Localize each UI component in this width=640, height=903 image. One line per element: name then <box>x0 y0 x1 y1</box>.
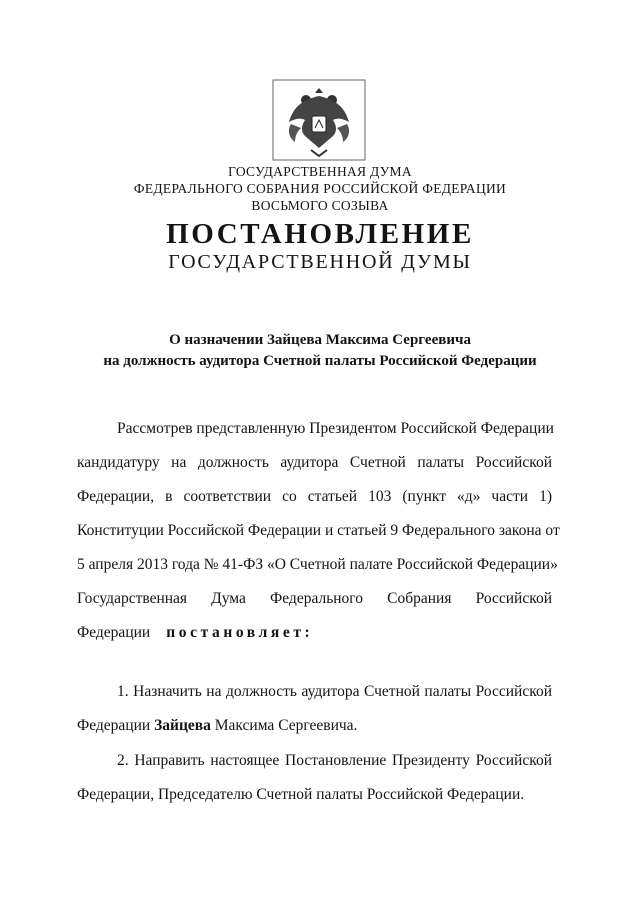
preamble-line: 5 апреля 2013 года № 41-ФЗ «О Счетной палате Российской Федерации» <box>77 556 558 573</box>
item-1-line-2 <box>77 709 552 743</box>
issuer-line-2: ФЕДЕРАЛЬНОГО СОБРАНИЯ РОССИЙСКОЙ ФЕДЕРАЦИИ <box>133 181 507 196</box>
item-1-suffix: Максима Сергеевича. <box>214 717 358 734</box>
coat-of-arms-emblem <box>271 78 367 162</box>
issuer-line-3: ВОСЬМОГО СОЗЫВА <box>251 198 389 213</box>
document-subtitle: ГОСУДАРСТВЕННОЙ ДУМЫ <box>168 251 472 273</box>
item-1-paragraph <box>77 675 552 743</box>
subject-line-1: О назначении Зайцева Максима Сергеевича <box>169 332 471 348</box>
subject-line-2: на должность аудитора Счетной палаты Российской Федерации <box>103 353 537 369</box>
preamble-line: Федерации, в соответствии со статьей 103 (пункт «д» части 1) <box>77 488 552 505</box>
issuer-line-1: ГОСУДАРСТВЕННАЯ ДУМА <box>228 164 412 179</box>
preamble-paragraph <box>77 412 560 650</box>
preamble-line: Государственная Дума Федерального Собрания Российской <box>77 590 552 607</box>
item-2-line-1: 2. Направить настоящее Постановление Президенту Российской <box>117 752 552 769</box>
preamble-line: кандидатуру на должность аудитора Счетной палаты Российской <box>77 454 552 471</box>
item-1-line-1: 1. Назначить на должность аудитора Счетной палаты Российской <box>117 683 552 700</box>
preamble-last-prefix: Федерации <box>77 624 151 641</box>
item-1-prefix: Федерации <box>77 717 151 734</box>
preamble-line: Рассмотрев представленную Президентом Российской Федерации <box>117 420 554 437</box>
preamble-last-line <box>77 616 552 650</box>
preamble-line: Конституции Российской Федерации и статьей 9 Федерального закона от <box>77 522 560 539</box>
appointee-surname: Зайцева <box>154 717 211 734</box>
resolves-word: постановляет: <box>166 624 314 641</box>
item-2-line-2: Федерации, Председателю Счетной палаты Российской Федерации. <box>77 786 525 803</box>
document-title: ПОСТАНОВЛЕНИЕ <box>166 218 474 250</box>
item-2-paragraph <box>77 744 552 812</box>
